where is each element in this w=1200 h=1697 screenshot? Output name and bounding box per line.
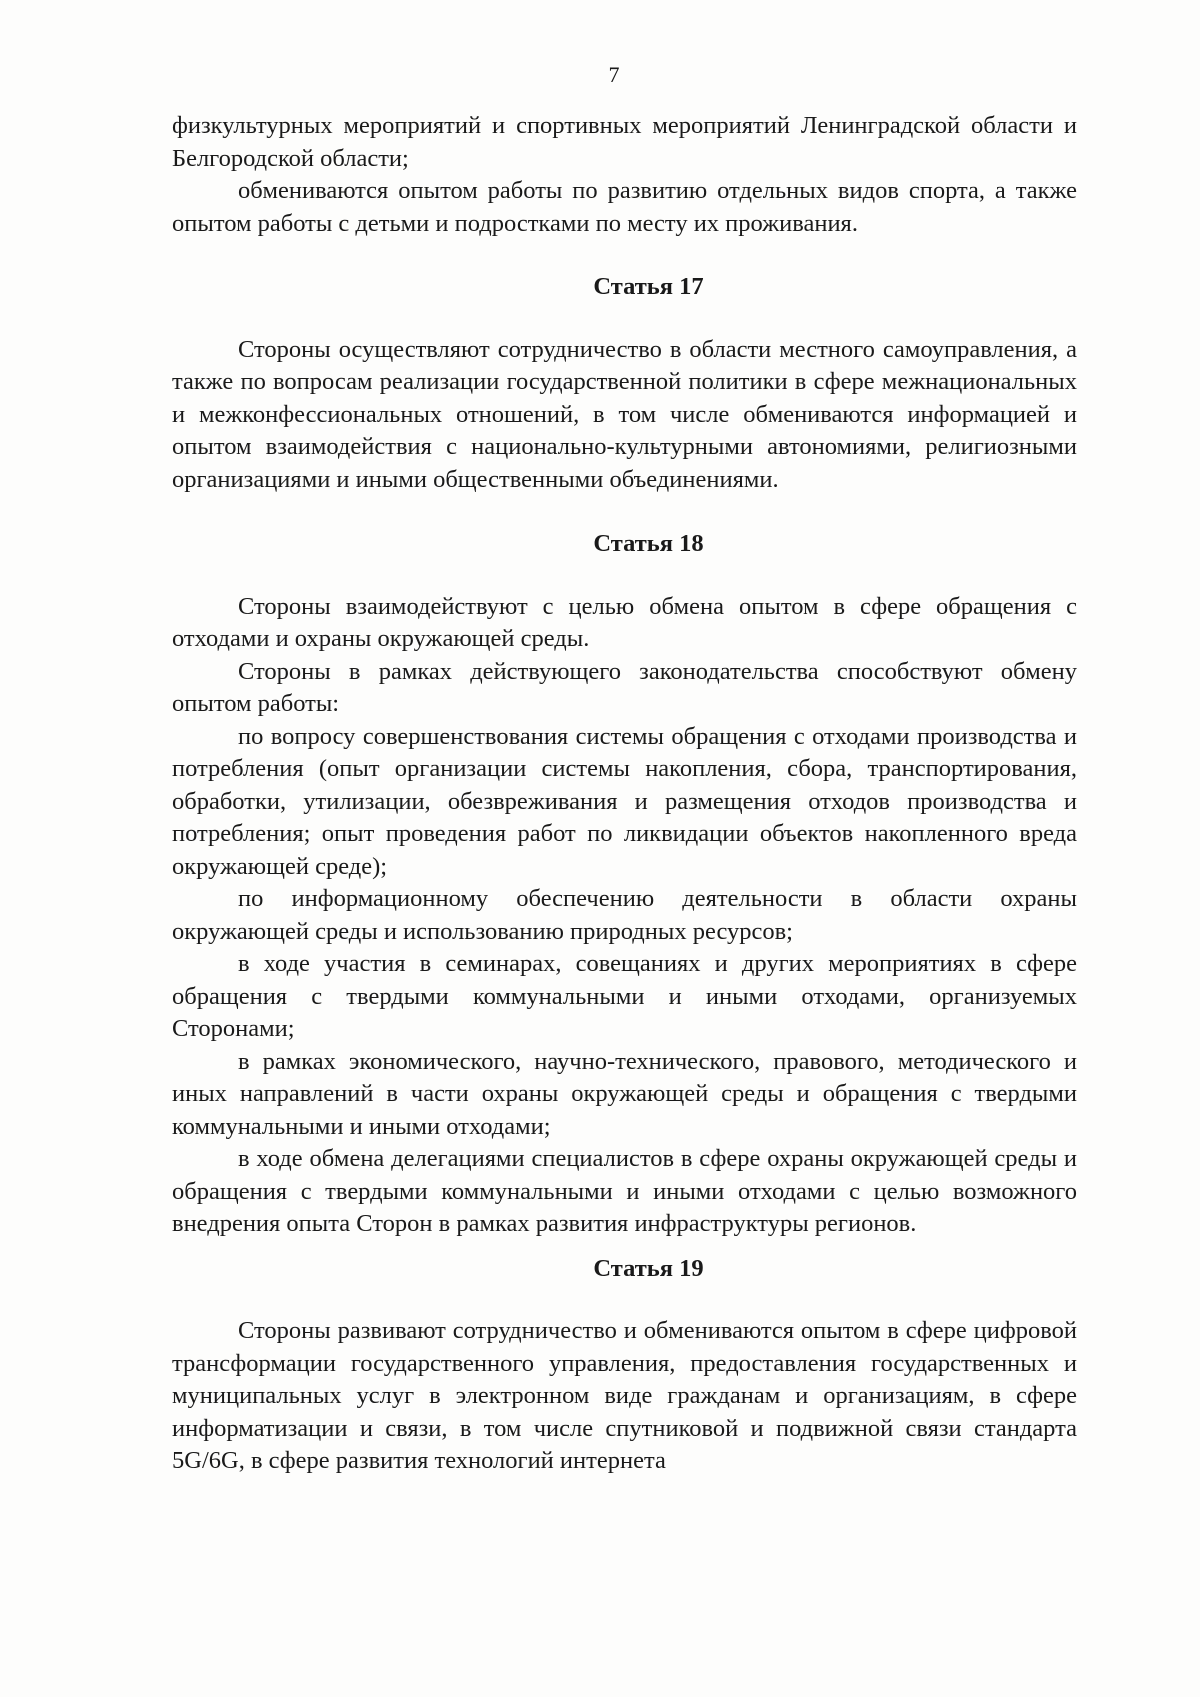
- paragraph-delegations: в ходе обмена делегациями специалистов в сфере охраны окружающей среды и обращения с твердыми коммунальными и иными отходами с целью возможного внедрения опыта Сторон в рамках развития инфраструктуры регионов.: [172, 1145, 1077, 1237]
- document-body: [172, 110, 1077, 1478]
- paragraph-economic-scientific: в рамках экономического, научно-технического, правового, методического и иных направлений в части охраны окружающей среды и обращения с твердыми коммунальными и иными отходами;: [172, 1047, 1077, 1140]
- article-18-heading: Статья 18: [593, 530, 704, 557]
- paragraph-article-18-intro: Стороны взаимодействуют с целью обмена опытом в сфере обращения с отходами и охраны окружающей среды.: [172, 592, 1077, 652]
- paragraph-seminars: в ходе участия в семинарах, совещаниях и других мероприятиях в сфере обращения с твердыми коммунальными и иными отходами, организуемых Сторонами;: [172, 950, 1077, 1042]
- article-19-heading: Статья 19: [593, 1254, 704, 1282]
- page-number: 7: [608, 62, 620, 87]
- paragraph-article-19: Стороны развивают сотрудничество и обмениваются опытом в сфере цифровой трансформации государственного управления, предоставления государственных и муниципальных услуг в электронном виде гражданам и организациям, в сфере информатизации и связи, в том числе спутниковой и подвижной связи стандарта 5G/6G, в сфере развития технологий интернета: [172, 1317, 1077, 1474]
- article-17-heading: Статья 17: [593, 273, 704, 300]
- paragraph-information-support: по информационному обеспечению деятельности в области охраны окружающей среды и использованию природных ресурсов;: [172, 885, 1077, 945]
- paragraph-sports-events-continued: физкультурных мероприятий и спортивных мероприятий Ленинградской области и Белгородской области;: [172, 112, 1077, 172]
- paragraph-article-18-legislation: Стороны в рамках действующего законодательства способствуют обмену опытом работы:: [172, 657, 1077, 717]
- paragraph-article-17: Стороны осуществляют сотрудничество в области местного самоуправления, а также по вопросам реализации государственной политики в сфере межнациональных и межконфессиональных отношений, в том числе обмениваются информацией и опытом взаимодействия с национально-культурными автономиями, религиозными организациями и иными общественными объединениями.: [172, 335, 1077, 493]
- paragraph-sports-experience-exchange: обмениваются опытом работы по развитию отдельных видов спорта, а также опытом работы с детьми и подростками по месту их проживания.: [172, 177, 1077, 237]
- paragraph-waste-management-system: по вопросу совершенствования системы обращения с отходами производства и потребления (опыт организации системы накопления, сбора, транспортирования, обработки, утилизации, обезвреживания и размещения отходов производства и потребления; опыт проведения работ по ликвидации объектов накопленного вреда окружающей среде);: [172, 722, 1077, 880]
